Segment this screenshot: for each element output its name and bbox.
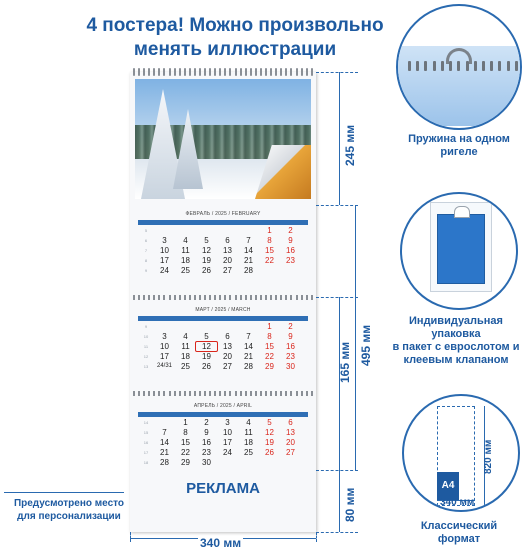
day-cell: 20 xyxy=(223,351,232,361)
day-cell: 3 xyxy=(225,417,230,427)
day-cell: 6 xyxy=(225,331,230,341)
day-cell: 24 xyxy=(160,265,169,275)
day-cell: 13 xyxy=(286,427,295,437)
week-row xyxy=(138,447,308,457)
day-cell: 18 xyxy=(181,351,190,361)
day-cell: 20 xyxy=(286,437,295,447)
day-cell: 29 xyxy=(181,457,190,467)
week-row xyxy=(138,417,308,427)
month-march xyxy=(138,304,308,371)
day-cell: 30 xyxy=(202,457,211,467)
week-number: 7 xyxy=(144,247,148,253)
month-february xyxy=(138,208,308,275)
day-cell: 24 xyxy=(223,447,232,457)
day-cell: 23 xyxy=(286,351,295,361)
day-cell: 22 xyxy=(181,447,190,457)
week-row xyxy=(138,225,308,235)
day-cell: 12 xyxy=(202,245,211,255)
week-row xyxy=(138,245,308,255)
week-row xyxy=(138,321,308,331)
advertising-label: РЕКЛАМА xyxy=(186,480,260,497)
week-number: 8 xyxy=(144,257,148,263)
week-number: 16 xyxy=(143,439,149,445)
day-cell: 25 xyxy=(244,447,253,457)
day-cell: 11 xyxy=(181,341,190,351)
week-number: 5 xyxy=(144,227,148,233)
day-cell: 17 xyxy=(223,437,232,447)
month-title: АПРЕЛЬ / 2025 / APRIL xyxy=(193,403,253,409)
day-cell: 28 xyxy=(244,265,253,275)
day-cell: 15 xyxy=(265,245,274,255)
day-cell: 3 xyxy=(162,235,167,245)
month-grid xyxy=(138,321,308,371)
day-cell: 16 xyxy=(202,437,211,447)
format-detail-circle xyxy=(402,394,520,512)
month-title: ФЕВРАЛЬ / 2025 / FEBRUARY xyxy=(185,211,261,217)
day-cell: 23 xyxy=(202,447,211,457)
day-cell: 4 xyxy=(183,331,188,341)
day-cell: 19 xyxy=(202,351,211,361)
day-cell: 9 xyxy=(288,235,293,245)
week-number: 14 xyxy=(143,419,149,425)
winter-photo xyxy=(135,79,311,199)
day-cell: 10 xyxy=(160,341,169,351)
day-cell: 13 xyxy=(223,341,232,351)
day-cell: 1 xyxy=(267,321,272,331)
day-cell: 16 xyxy=(286,341,295,351)
dim-width: 340 мм xyxy=(200,536,242,550)
day-cell: 1 xyxy=(183,417,188,427)
dim-sheet-height: 820 мм xyxy=(483,439,494,474)
day-cell: 8 xyxy=(267,235,272,245)
day-cell: 18 xyxy=(244,437,253,447)
dim-bottom: 80 мм xyxy=(343,487,357,522)
day-cell: 3 xyxy=(162,331,167,341)
day-cell: 15 xyxy=(181,437,190,447)
week-row xyxy=(138,437,308,447)
day-cell: 8 xyxy=(183,427,188,437)
month-april xyxy=(138,400,308,467)
day-cell: 7 xyxy=(162,427,167,437)
week-number: 18 xyxy=(143,459,149,465)
day-cell: 2 xyxy=(288,321,293,331)
month-title: МАРТ / 2025 / MARCH xyxy=(195,307,251,313)
day-cell: 12 xyxy=(265,427,274,437)
package-card-icon xyxy=(437,214,485,284)
week-row xyxy=(138,341,308,351)
calendar xyxy=(130,72,316,532)
week-row xyxy=(138,235,308,245)
month-grid xyxy=(138,417,308,467)
day-cell: 7 xyxy=(246,235,251,245)
package-detail-circle xyxy=(400,192,518,310)
week-row xyxy=(138,255,308,265)
day-cell: 14 xyxy=(244,245,253,255)
day-cell: 5 xyxy=(204,331,209,341)
day-cell: 4 xyxy=(246,417,251,427)
day-cell: 27 xyxy=(223,361,232,371)
week-number: 12 xyxy=(143,353,149,359)
day-cell: 10 xyxy=(160,245,169,255)
day-cell: 15 xyxy=(265,341,274,351)
week-row xyxy=(138,457,308,467)
day-cell: 23 xyxy=(286,255,295,265)
week-number: 10 xyxy=(143,333,149,339)
day-cell: 22 xyxy=(265,255,274,265)
dim-middle: 165 мм xyxy=(338,341,352,383)
day-cell: 4 xyxy=(183,235,188,245)
day-cell: 8 xyxy=(267,331,272,341)
dim-total: 495 мм xyxy=(359,324,373,366)
day-cell: 11 xyxy=(244,427,253,437)
day-cell: 12 xyxy=(196,342,217,351)
day-cell: 22 xyxy=(265,351,274,361)
personalization-note: Предусмотрено место для персонализации xyxy=(13,498,125,522)
day-cell: 29 xyxy=(265,361,274,371)
day-cell: 14 xyxy=(160,437,169,447)
day-cell: 18 xyxy=(181,255,190,265)
week-row xyxy=(138,351,308,361)
day-cell: 1 xyxy=(267,225,272,235)
day-cell: 6 xyxy=(225,235,230,245)
day-cell: 9 xyxy=(288,331,293,341)
week-row xyxy=(138,427,308,437)
day-cell: 13 xyxy=(223,245,232,255)
week-number: 15 xyxy=(143,429,149,435)
day-cell: 19 xyxy=(265,437,274,447)
week-row xyxy=(138,331,308,341)
day-cell: 19 xyxy=(202,255,211,265)
dim-top: 245 мм xyxy=(343,124,357,166)
day-cell: 25 xyxy=(181,265,190,275)
day-cell: 2 xyxy=(288,225,293,235)
week-number: 9 xyxy=(144,267,148,273)
day-cell: 26 xyxy=(202,265,211,275)
day-cell: 21 xyxy=(244,255,253,265)
day-cell: 25 xyxy=(181,361,190,371)
week-number: 6 xyxy=(144,237,148,243)
dim-sheet-width: 340 мм xyxy=(440,497,475,508)
spring-caption: Пружина на одном ригеле xyxy=(408,133,510,158)
day-cell: 5 xyxy=(204,235,209,245)
day-cell: 17 xyxy=(160,351,169,361)
day-cell: 7 xyxy=(246,331,251,341)
day-cell: 27 xyxy=(223,265,232,275)
spring-detail-circle xyxy=(396,4,522,130)
day-cell: 21 xyxy=(244,351,253,361)
spring-top xyxy=(130,68,316,76)
a4-icon: A4 xyxy=(437,472,459,500)
headline-line-1: 4 постера! Можно произвольно xyxy=(86,15,384,36)
week-row xyxy=(138,361,308,371)
package-caption: Индивидуальная упаковка в пакет с еврослотом и клеевым клапаном xyxy=(392,315,520,366)
day-cell: 14 xyxy=(244,341,253,351)
week-number: 11 xyxy=(143,343,149,349)
week-number: 17 xyxy=(143,449,149,455)
day-cell: 26 xyxy=(265,447,274,457)
day-cell: 26 xyxy=(202,361,211,371)
month-grid xyxy=(138,225,308,275)
day-cell: 28 xyxy=(244,361,253,371)
day-cell: 10 xyxy=(223,427,232,437)
week-number: 13 xyxy=(143,363,149,369)
week-row xyxy=(138,265,308,275)
day-cell: 30 xyxy=(286,361,295,371)
day-cell: 9 xyxy=(204,427,209,437)
day-cell: 5 xyxy=(267,417,272,427)
format-caption: Классический формат xyxy=(420,520,498,545)
day-cell: 24/31 xyxy=(156,363,172,369)
euroslot-icon xyxy=(454,206,470,218)
spring-separator xyxy=(130,391,316,396)
day-cell: 16 xyxy=(286,245,295,255)
week-number: 9 xyxy=(144,323,148,329)
day-cell: 11 xyxy=(181,245,190,255)
day-cell: 21 xyxy=(160,447,169,457)
day-cell: 2 xyxy=(204,417,209,427)
day-cell: 6 xyxy=(288,417,293,427)
day-cell: 20 xyxy=(223,255,232,265)
day-cell: 28 xyxy=(160,457,169,467)
headline-line-2: менять иллюстрации xyxy=(133,39,337,60)
day-cell: 27 xyxy=(286,447,295,457)
spring-separator xyxy=(130,295,316,300)
day-cell: 17 xyxy=(160,255,169,265)
